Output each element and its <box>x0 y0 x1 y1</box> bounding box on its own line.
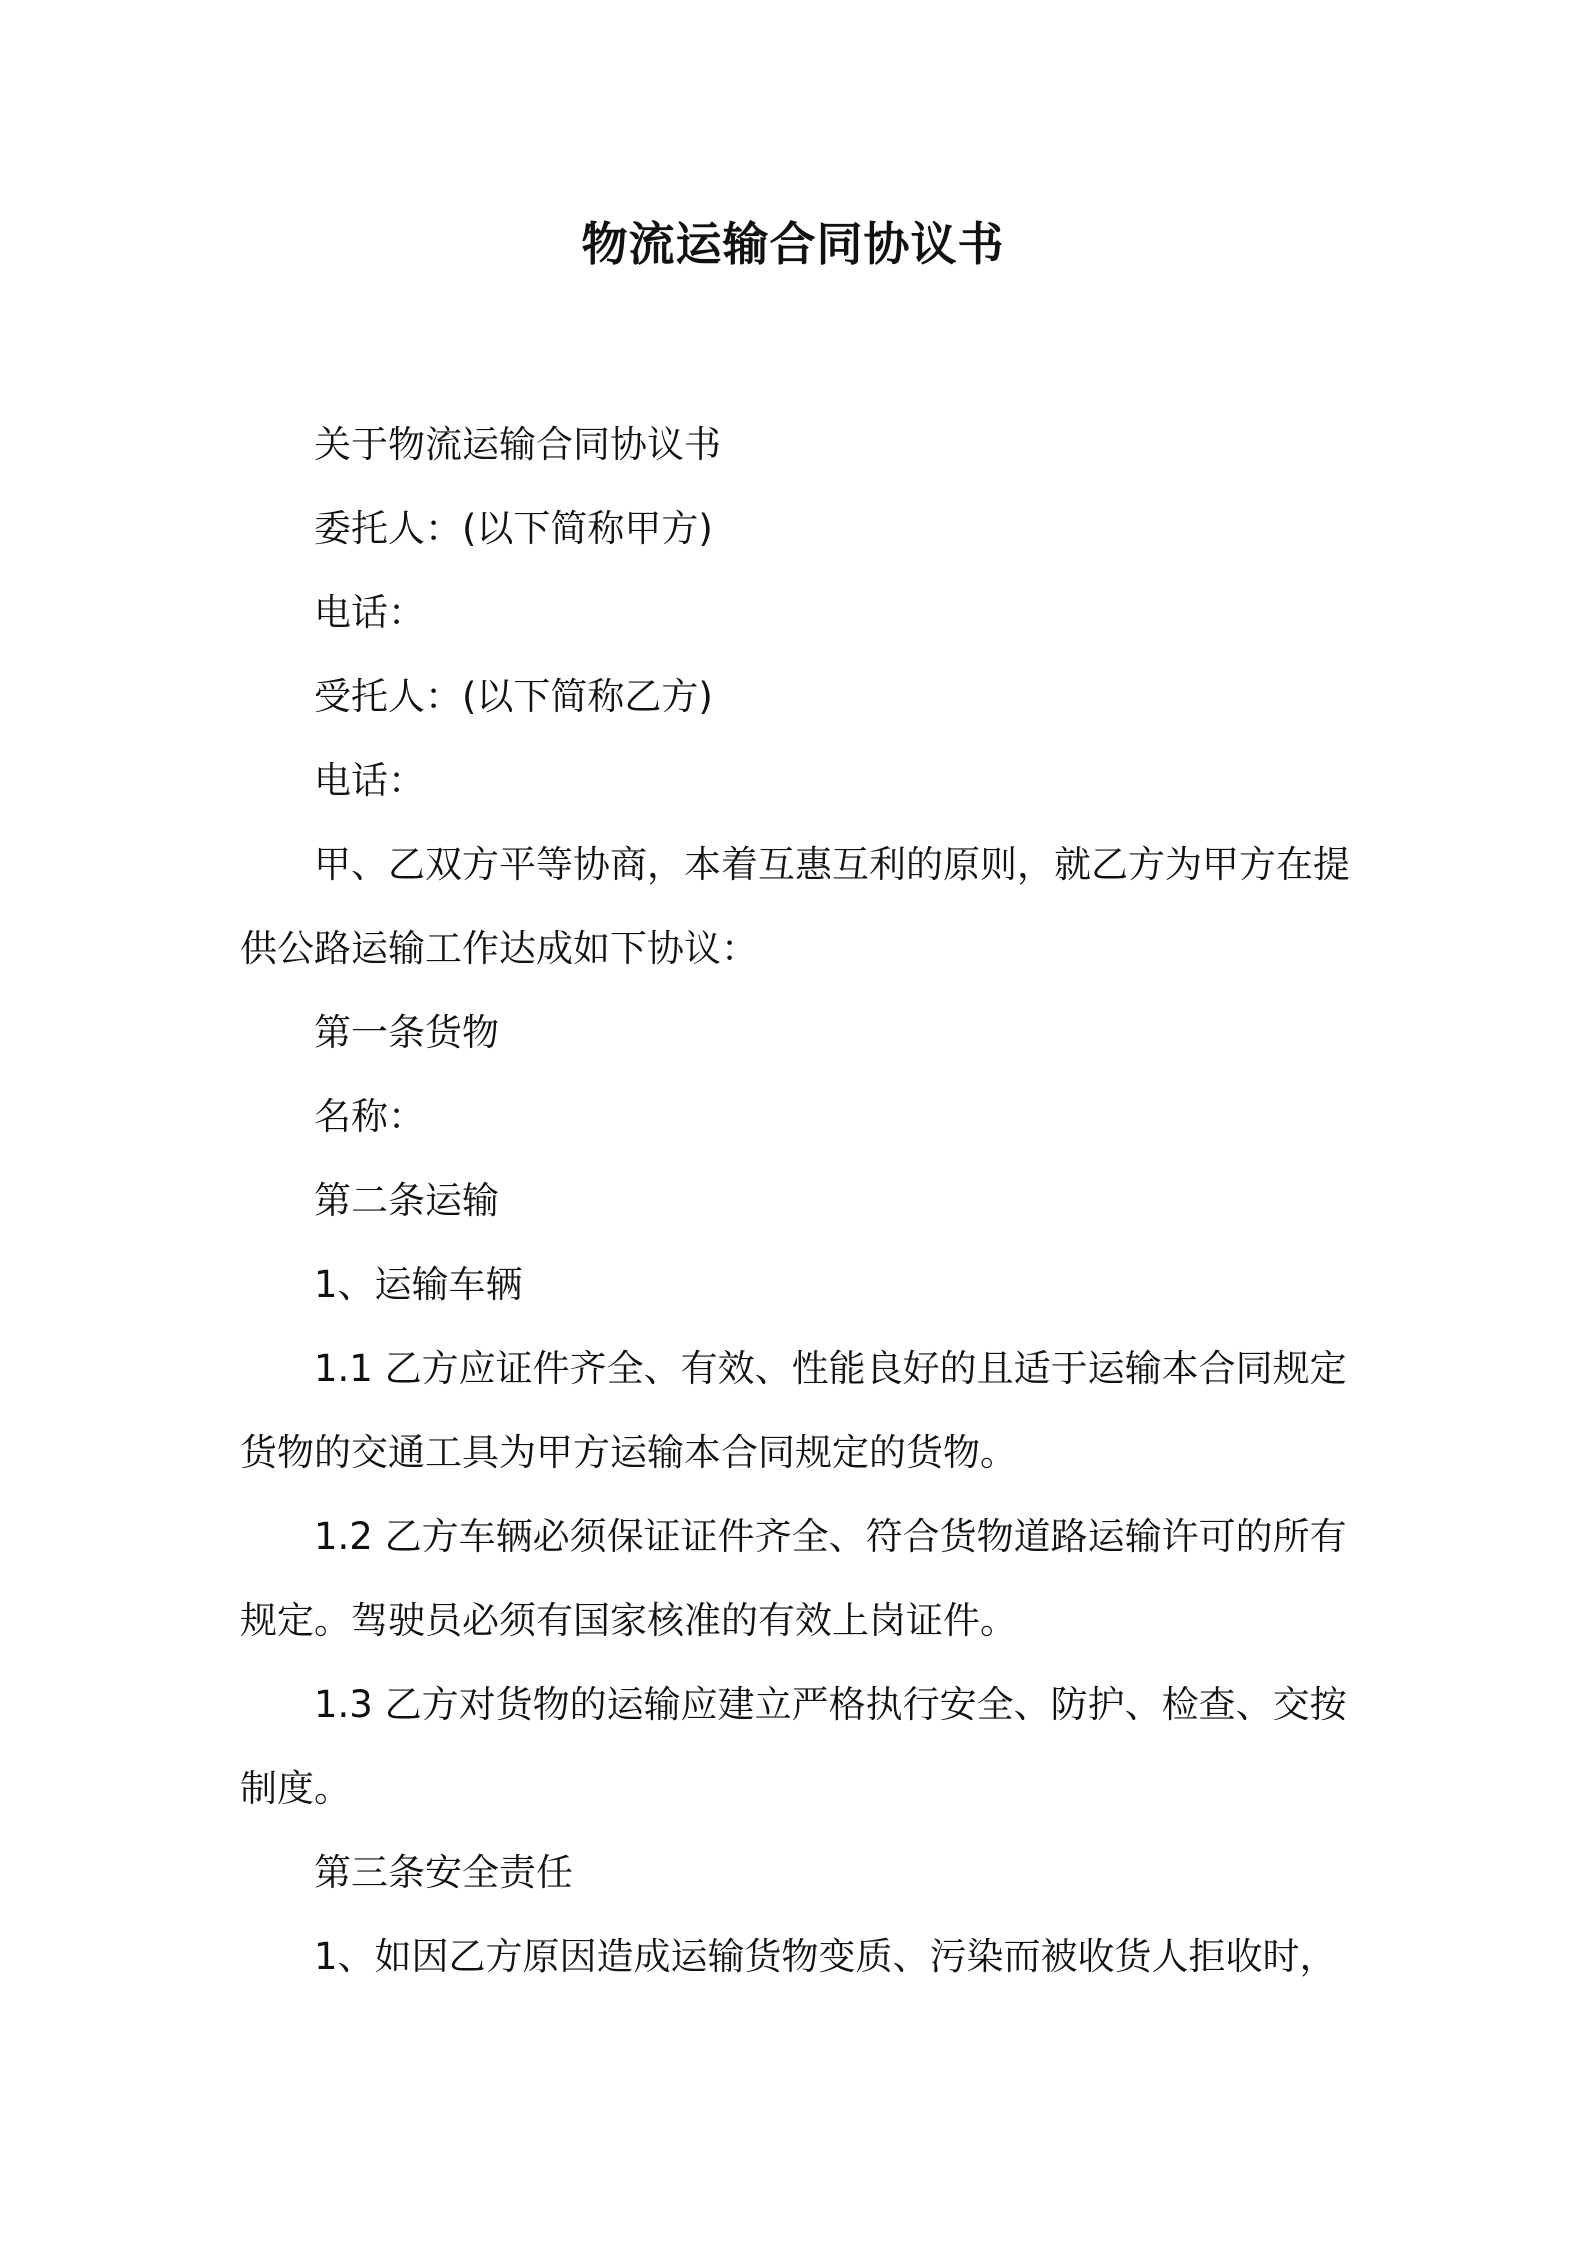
paragraph-agreement-basis: 甲、乙双方平等协商，本着互惠互利的原则，就乙方为甲方在提供公路运输工作达成如下协议： <box>240 843 1350 970</box>
paragraph-contractor-phone: 电话： <box>314 759 425 802</box>
article-1-heading: 第一条货物 <box>314 1011 499 1054</box>
document-title: 物流运输合同协议书 <box>581 217 1005 271</box>
paragraph-client: 委托人：(以下简称甲方) <box>314 507 713 550</box>
clause-3-1: 1、如因乙方原因造成运输货物变质、污染而被收货人拒收时， <box>314 1935 1337 1978</box>
paragraph-intro: 关于物流运输合同协议书 <box>314 423 721 466</box>
paragraph-client-phone: 电话： <box>314 591 425 634</box>
clause-1-1: 1.1 乙方应证件齐全、有效、性能良好的且适于运输本合同规定货物的交通工具为甲方运输本合同规定的货物。 <box>240 1347 1347 1474</box>
paragraph-goods-name: 名称： <box>314 1095 425 1138</box>
article-2-heading: 第二条运输 <box>314 1179 499 1222</box>
clause-1-2: 1.2 乙方车辆必须保证证件齐全、符合货物道路运输许可的所有规定。驾驶员必须有国家核准的有效上岗证件。 <box>240 1515 1347 1642</box>
document-body <box>240 403 1360 1999</box>
paragraph-contractor: 受托人：(以下简称乙方) <box>314 675 713 718</box>
clause-1-heading: 1、运输车辆 <box>314 1263 523 1306</box>
clause-1-3: 1.3 乙方对货物的运输应建立严格执行安全、防护、检查、交按制度。 <box>240 1683 1347 1810</box>
article-3-heading: 第三条安全责任 <box>314 1851 573 1894</box>
